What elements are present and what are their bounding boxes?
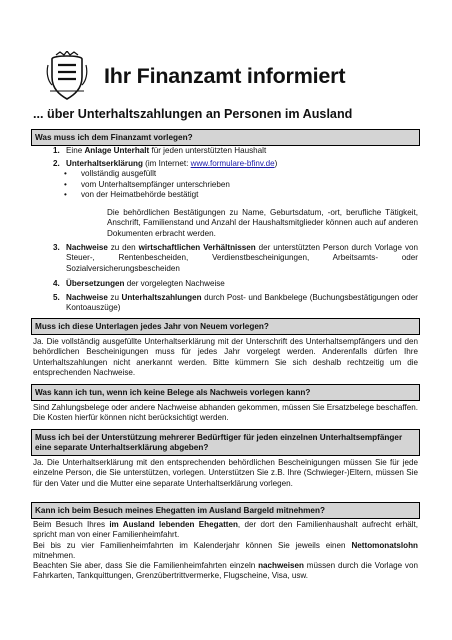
answer-paragraph: Ja. Die Unterhaltserklärung mit den entsprechenden behördlichen Bescheinigungen müssen Sie für jede einzelne Person, die Sie unterstützen, vorlegen. Unterstützen Sie z.B. Ihre (Schwieger-)Eltern, müssen Sie für den Vater und die Mutter eine separate Unterhaltserklärung vorlegen. — [33, 458, 418, 488]
list-item: 3. Nachweise zu den wirtschaftlichen Verhältnissen der unterstützten Person durch Vorlage von Steuer-, Rentenbescheiden, Verdienstbescheinigungen, Arbeitsamts- oder Sozialversicherungsbescheiden — [53, 243, 419, 273]
answer-paragraph: Ja. Die vollständig ausgefüllte Unterhaltserklärung mit der Unterschrift des Unterhaltsempfängers und den behördlichen Bescheinigungen muss für jedes Jahr vorgelegt werden. Anderenfalls dürfen Ihre Unterhaltszahlungen nicht anerkannt werden. Bitte kümmern Sie sich deshalb rechtzeitig um die entsprechenden Nachweise. — [33, 337, 418, 377]
question-heading: Kann ich beim Besuch meines Ehegatten im Ausland Bargeld mitnehmen? — [31, 502, 420, 519]
question-heading: Was muss ich dem Finanzamt vorlegen? — [31, 129, 420, 146]
list-item: 4. Übersetzungen der vorgelegten Nachweise — [53, 279, 225, 288]
note-paragraph: Die behördlichen Bestätigungen zu Name, Geburtsdatum, -ort, berufliche Tätigkeit, Anschrift, Familienstand und Anzahl der Haushaltsmitglieder können auch auf anderen Dokumenten erbracht werden. — [107, 208, 418, 238]
page-title: Ihr Finanzamt informiert — [104, 64, 346, 88]
list-item: • vollständig ausgefüllt — [64, 169, 157, 178]
form-website-link[interactable]: www.formulare-bfinv.de — [190, 159, 275, 168]
question-heading: Was kann ich tun, wenn ich keine Belege als Nachweis vorlegen kann? — [31, 384, 420, 401]
list-item: • vom Unterhaltsempfänger unterschrieben — [64, 180, 230, 189]
list-item: 2. Unterhaltserklärung (im Internet: www.formulare-bfinv.de) — [53, 159, 278, 168]
answer-paragraph: Sind Zahlungsbelege oder andere Nachweise abhanden gekommen, müssen Sie Ersatzbelege beschaffen. Die Kosten hierfür können nicht berücksichtigt werden. — [33, 403, 418, 423]
list-item: 1. Eine Anlage Unterhalt für jeden unterstützten Haushalt — [53, 146, 267, 155]
state-coat-of-arms-icon — [46, 51, 88, 101]
question-heading: Muss ich diese Unterlagen jedes Jahr von Neuem vorlegen? — [31, 318, 420, 335]
question-heading: Muss ich bei der Unterstützung mehrerer Bedürftiger für jeden einzelnen Unterhaltsempfänger eine separate Unterhaltserklärung abgeben? — [31, 429, 420, 456]
list-item: • von der Heimatbehörde bestätigt — [64, 190, 199, 199]
page-subtitle: ... über Unterhaltszahlungen an Personen im Ausland — [33, 107, 353, 121]
list-item: 5. Nachweise zu Unterhaltszahlungen durch Post- und Bankbelege (Buchungsbestätigungen oder Kontoauszüge) — [53, 293, 418, 313]
answer-paragraph: Beim Besuch Ihres im Ausland lebenden Ehegatten, der dort den Familienhaushalt aufrecht erhält, spricht man von einer Familienheimfahrt. Bei bis zu vier Familienheimfahrten im Kalenderjahr können Sie jeweils einen Nettomonatslohn mitnehmen. Beachten Sie aber, dass Sie die Familienheimfahrten einzeln nachweisen müssen durch die Vorlage von Fahrkarten, Tankquittungen, Grenzübertrittvermerke, Flugscheine, Visa, usw. — [33, 520, 418, 581]
